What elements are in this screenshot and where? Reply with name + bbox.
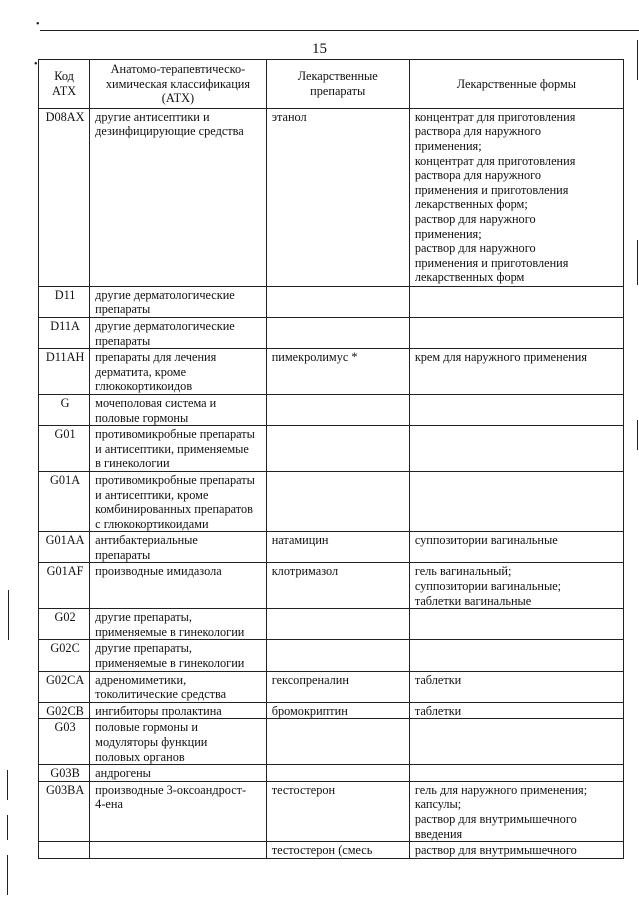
dosage-form-cell-line: применения; <box>414 226 482 241</box>
classification-cell-line: половых органов <box>95 749 185 764</box>
atc-code-cell: G01AA <box>39 532 90 563</box>
table-row <box>39 349 624 395</box>
classification-cell <box>90 640 267 671</box>
scan-mark <box>8 590 9 640</box>
drug-cell-line: тестостерон (смесь <box>271 843 373 858</box>
table-row <box>39 286 624 317</box>
table-row <box>39 702 624 719</box>
classification-cell-line: препараты <box>95 333 151 348</box>
classification-cell-line: мочеполовая система и <box>95 395 217 410</box>
dosage-form-cell <box>409 286 623 317</box>
classification-cell-line: препараты <box>95 302 151 317</box>
dosage-form-cell <box>409 426 623 472</box>
atc-code-cell: D08AX <box>39 108 90 286</box>
scan-mark <box>637 420 638 450</box>
table-header-row <box>39 60 624 109</box>
dosage-form-cell-line: крем для наружного применения <box>414 350 587 365</box>
classification-cell-line: антибактериальные <box>95 533 198 548</box>
drug-cell-line: клотримазол <box>271 564 339 579</box>
drug-cell <box>266 640 409 671</box>
top-rule <box>40 30 639 31</box>
classification-cell-line: применяемые в гинекологии <box>95 624 245 639</box>
dosage-form-cell-line: таблетки <box>414 703 462 718</box>
classification-cell-line: с глюкокортикоидами <box>95 516 209 531</box>
classification-cell-line: и антисептики, применяемые <box>95 441 249 456</box>
dosage-form-cell-line: применения и приготовления <box>414 182 569 197</box>
dosage-form-cell <box>409 609 623 640</box>
classification-cell-line: производные имидазола <box>95 564 222 579</box>
drug-cell-line: пимекролимус * <box>271 350 358 365</box>
classification-cell-line: другие антисептики и <box>95 109 210 124</box>
classification-cell-line: другие дерматологические <box>95 318 235 333</box>
atc-code-cell: D11AH <box>39 349 90 395</box>
header-drugs: Лекарственные препараты <box>266 60 409 109</box>
dosage-form-cell <box>409 563 623 609</box>
atc-code-cell: D11 <box>39 286 90 317</box>
dosage-form-cell <box>409 781 623 841</box>
drug-cell-line: натамицин <box>271 533 329 548</box>
corner-mark: • <box>36 19 40 30</box>
dosage-form-cell <box>409 640 623 671</box>
drug-cell <box>266 609 409 640</box>
classification-cell-line: применяемые в гинекологии <box>95 656 245 671</box>
drug-cell <box>266 349 409 395</box>
classification-cell-line: андрогены <box>95 766 151 781</box>
header-classification: Анатомо-терапевтическо- химическая классификация (АТХ) <box>90 60 267 109</box>
atc-table <box>38 59 624 859</box>
dosage-form-cell <box>409 349 623 395</box>
classification-cell-line: ингибиторы пролактина <box>95 703 222 718</box>
classification-cell <box>90 702 267 719</box>
table-row <box>39 671 624 702</box>
dosage-form-cell-line: гель вагинальный; <box>414 564 512 579</box>
classification-cell-line: противомикробные препараты <box>95 472 255 487</box>
drug-cell <box>266 781 409 841</box>
classification-cell-line: другие препараты, <box>95 641 192 656</box>
atc-code-cell: G02 <box>39 609 90 640</box>
atc-code-cell: G02CA <box>39 671 90 702</box>
drug-cell-line: гексопреналин <box>271 672 349 687</box>
dosage-form-cell-line: применения и приготовления <box>414 255 569 270</box>
dosage-form-cell-line: лекарственных форм <box>414 270 525 285</box>
header-mark: • <box>34 59 38 70</box>
classification-cell-line: комбинированных препаратов <box>95 502 253 517</box>
drug-cell-line: этанол <box>271 109 307 124</box>
drug-cell <box>266 702 409 719</box>
dosage-form-cell-line: таблетки <box>414 672 462 687</box>
scan-mark <box>637 240 638 285</box>
table-row <box>39 394 624 425</box>
table-row <box>39 609 624 640</box>
header-forms: Лекарственные формы <box>409 60 623 109</box>
dosage-form-cell-line: введения <box>414 826 463 841</box>
dosage-form-cell-line: таблетки вагинальные <box>414 593 532 608</box>
atc-code-cell: G03BA <box>39 781 90 841</box>
classification-cell <box>90 426 267 472</box>
dosage-form-cell-line: концентрат для приготовления <box>414 153 576 168</box>
classification-cell-line: другие дерматологические <box>95 287 235 302</box>
classification-cell <box>90 671 267 702</box>
atc-code-cell: G02CB <box>39 702 90 719</box>
dosage-form-cell <box>409 532 623 563</box>
dosage-form-cell-line: раствора для наружного <box>414 124 542 139</box>
classification-cell-line: адреномиметики, <box>95 672 187 687</box>
classification-cell <box>90 765 267 782</box>
dosage-form-cell <box>409 108 623 286</box>
drug-cell <box>266 317 409 348</box>
drug-cell <box>266 765 409 782</box>
scan-mark <box>7 855 8 895</box>
table-row <box>39 781 624 841</box>
classification-cell-line: 4-ена <box>95 797 123 812</box>
drug-cell <box>266 842 409 859</box>
table-row <box>39 640 624 671</box>
dosage-form-cell-line: раствор для внутримышечного <box>414 843 577 858</box>
classification-cell <box>90 286 267 317</box>
dosage-form-cell <box>409 317 623 348</box>
drug-cell-line: тестостерон <box>271 782 336 797</box>
page-number: 15 <box>312 41 327 57</box>
dosage-form-cell-line: капсулы; <box>414 797 462 812</box>
dosage-form-cell <box>409 394 623 425</box>
atc-code-cell: G01AF <box>39 563 90 609</box>
dosage-form-cell-line: суппозитории вагинальные; <box>414 579 562 594</box>
classification-cell <box>90 394 267 425</box>
classification-cell-line: дезинфицирующие средства <box>95 124 244 139</box>
drug-cell-line: бромокриптин <box>271 703 348 718</box>
classification-cell-line: дерматита, кроме <box>95 364 187 379</box>
atc-code-cell: G03B <box>39 765 90 782</box>
classification-cell-line: модуляторы функции <box>95 735 208 749</box>
table-row <box>39 108 624 286</box>
dosage-form-cell <box>409 471 623 531</box>
classification-cell-line: противомикробные препараты <box>95 427 255 442</box>
atc-code-cell: G03 <box>39 719 90 765</box>
table-row <box>39 317 624 348</box>
atc-code-cell: G <box>39 394 90 425</box>
drug-cell <box>266 108 409 286</box>
atc-code-cell: G02C <box>39 640 90 671</box>
header-code: Код АТХ <box>39 60 90 109</box>
drug-cell <box>266 286 409 317</box>
classification-cell <box>90 317 267 348</box>
drug-cell <box>266 394 409 425</box>
scan-mark <box>7 815 8 840</box>
classification-cell <box>90 532 267 563</box>
classification-cell-line: препараты <box>95 547 151 562</box>
classification-cell-line: токолитические средства <box>95 687 227 702</box>
dosage-form-cell <box>409 671 623 702</box>
classification-cell <box>90 719 267 765</box>
drug-cell <box>266 671 409 702</box>
table-row <box>39 719 624 765</box>
dosage-form-cell <box>409 719 623 765</box>
atc-code-cell: G01A <box>39 471 90 531</box>
atc-code-cell: G01 <box>39 426 90 472</box>
dosage-form-cell-line: раствор для наружного <box>414 241 536 256</box>
scan-mark <box>7 770 8 800</box>
dosage-form-cell-line: суппозитории вагинальные <box>414 533 558 548</box>
dosage-form-cell <box>409 702 623 719</box>
classification-cell <box>90 349 267 395</box>
drug-cell <box>266 532 409 563</box>
table-row <box>39 471 624 531</box>
table-row <box>39 563 624 609</box>
classification-cell <box>90 781 267 841</box>
table-row <box>39 532 624 563</box>
dosage-form-cell-line: применения; <box>414 138 482 153</box>
dosage-form-cell-line: раствор для наружного <box>414 211 536 226</box>
table-row <box>39 765 624 782</box>
dosage-form-cell-line: раствора для наружного <box>414 168 542 183</box>
atc-code-cell <box>39 842 90 859</box>
table-row <box>39 842 624 859</box>
scan-mark <box>637 40 638 80</box>
classification-cell-line: половые гормоны <box>95 410 189 425</box>
classification-cell <box>90 471 267 531</box>
classification-cell <box>90 609 267 640</box>
dosage-form-cell-line: раствор для внутримышечного <box>414 811 577 826</box>
dosage-form-cell <box>409 842 623 859</box>
drug-cell <box>266 471 409 531</box>
classification-cell <box>90 842 267 859</box>
atc-code-cell: D11A <box>39 317 90 348</box>
table-row <box>39 426 624 472</box>
classification-cell-line: глюкокортикоидов <box>95 379 193 394</box>
classification-cell-line: препараты для лечения <box>95 350 217 365</box>
drug-cell <box>266 563 409 609</box>
classification-cell-line: и антисептики, кроме <box>95 487 209 502</box>
classification-cell <box>90 563 267 609</box>
drug-cell <box>266 426 409 472</box>
dosage-form-cell-line: лекарственных форм; <box>414 197 528 212</box>
classification-cell-line: другие препараты, <box>95 610 192 625</box>
classification-cell <box>90 108 267 286</box>
dosage-form-cell-line: гель для наружного применения; <box>414 782 588 797</box>
classification-cell-line: половые гормоны и <box>95 720 198 735</box>
classification-cell-line: в гинекологии <box>95 456 170 471</box>
drug-cell <box>266 719 409 765</box>
dosage-form-cell-line: концентрат для приготовления <box>414 109 576 124</box>
classification-cell-line: производные 3-оксоандрост- <box>95 782 247 797</box>
dosage-form-cell <box>409 765 623 782</box>
